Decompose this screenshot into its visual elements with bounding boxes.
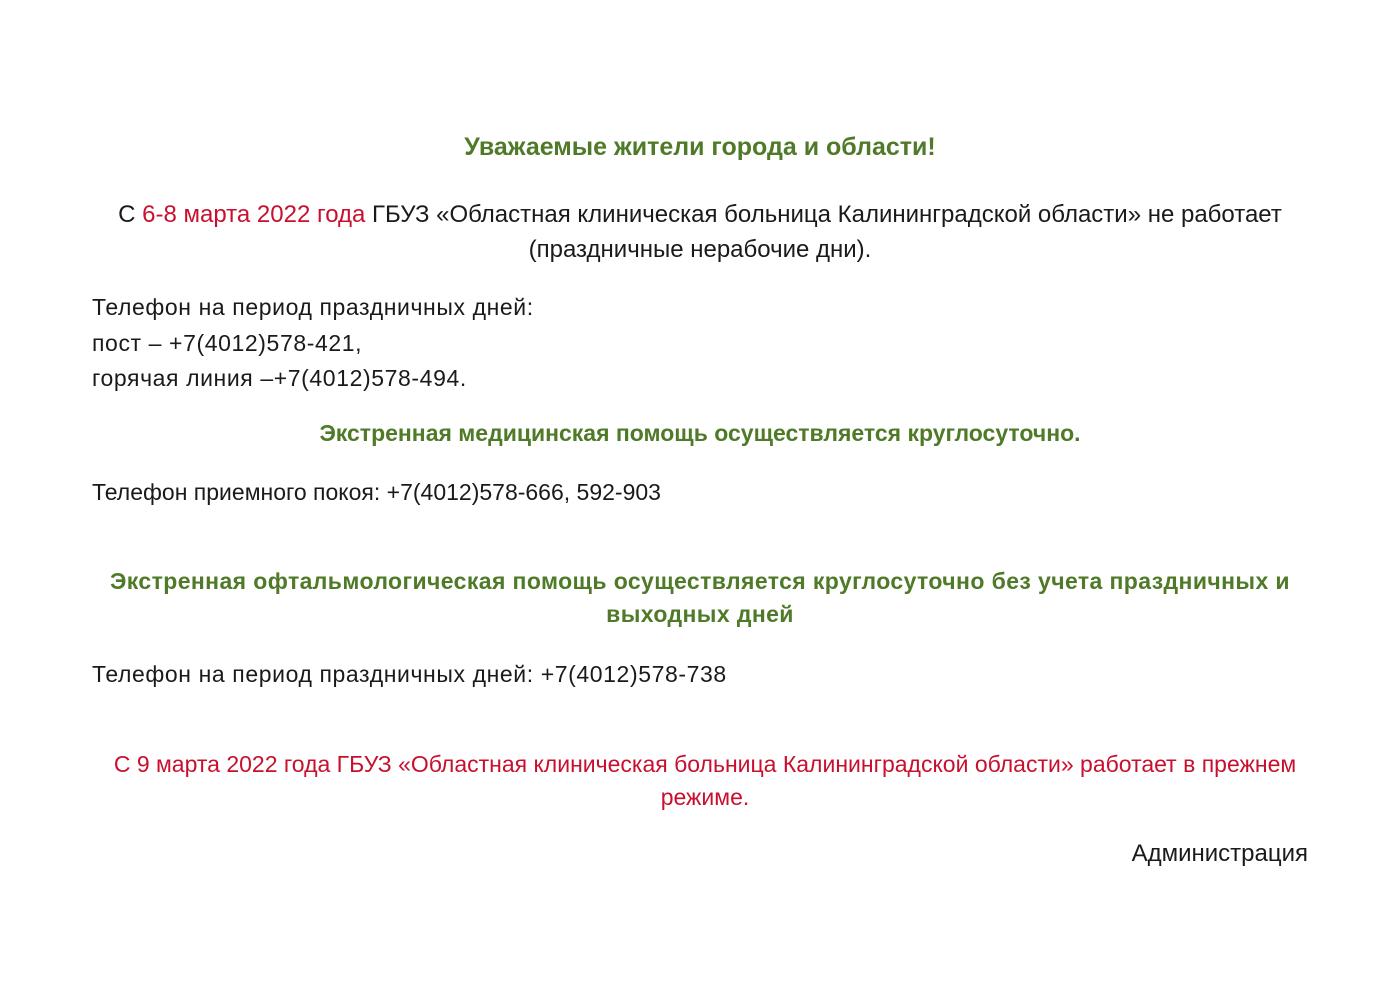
reception-phone: Телефон приемного покоя: +7(4012)578-666, 592-903 (92, 479, 661, 505)
closure-paragraph (90, 198, 1310, 268)
closure-prefix: С (118, 201, 143, 228)
closure-suffix: ГБУЗ «Областная клиническая больница Калининградской области» не работает (праздничные нерабочие дни). (365, 201, 1282, 263)
emergency-care-notice: Экстренная медицинская помощь осуществляется круглосуточно. (319, 420, 1081, 446)
closure-dates: 6-8 марта 2022 года (142, 201, 366, 228)
holiday-phones-title: Телефон на период праздничных дней: (92, 294, 534, 320)
holiday-phones-block (92, 290, 1192, 397)
holiday-phone-post: пост – +7(4012)578-421, (92, 329, 363, 356)
page-title: Уважаемые жители города и области! (464, 133, 936, 161)
ophthalmology-care-notice: Экстренная офтальмологическая помощь осуществляется круглосуточно без учета праздничных и выходных дней (110, 568, 1290, 628)
ophthalmology-holiday-phone: Телефон на период праздничных дней: +7(4012)578-738 (92, 661, 727, 687)
holiday-phone-hotline: горячая линия –+7(4012)578-494. (92, 365, 467, 392)
signature: Администрация (1131, 840, 1308, 867)
resume-work-notice: С 9 марта 2022 года ГБУЗ «Областная клиническая больница Калининградской области» работает в прежнем режиме. (113, 751, 1297, 811)
